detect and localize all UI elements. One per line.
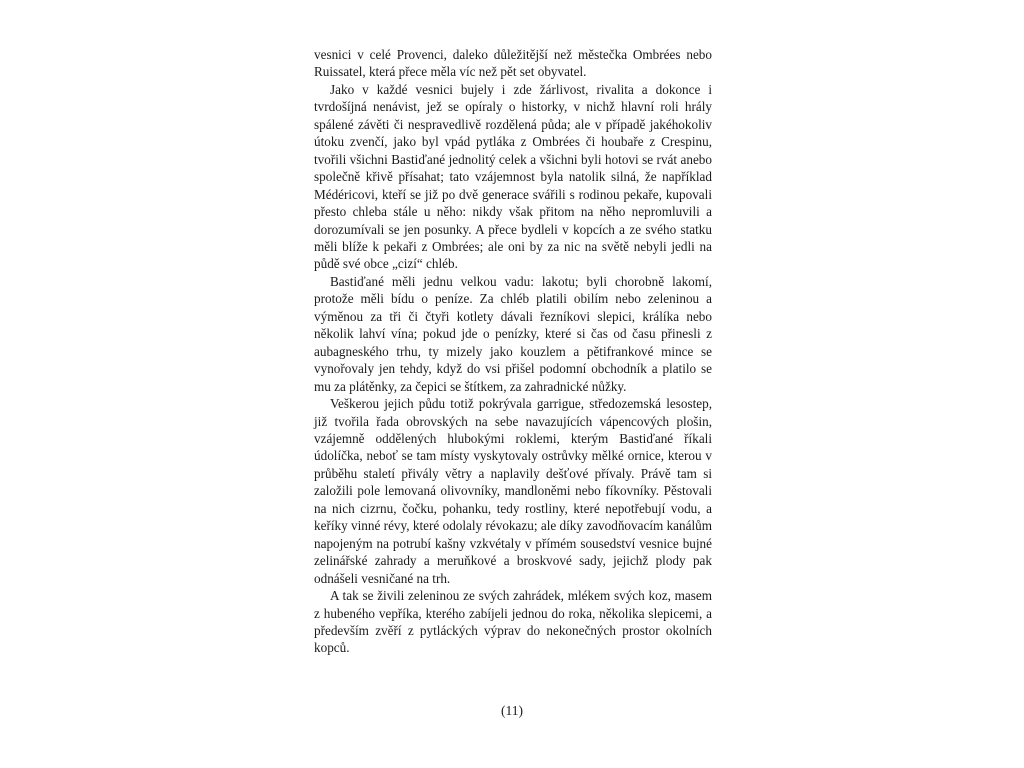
paragraph-5: A tak se živili zeleninou ze svých zahrádek, mlékem svých koz, masem z hubeného vepříka, kterého zabíjeli jednou do roka, několika slepicemi, a především zvěří z pytláckých výprav do nekonečných prostor okolních kopců. <box>314 588 712 656</box>
page-number: (11) <box>501 703 523 718</box>
paragraph-4: Veškerou jejich půdu totiž pokrývala garrigue, středozemská lesostep, již tvořila řada obrovských na sebe navazujících vápencových plošin, vzájemně oddělených hlubokými roklemi, kterým Bastiďané říkali údolíčka, neboť se tam místy vyskytovaly ostrůvky mělké ornice, kterou v průběhu staletí přivály větry a naplavily dešťové přívaly. Právě tam si založili pole lemovaná olivovníky, mandloněmi nebo fíkovníky. Pěstovali na nich cizrnu, čočku, pohanku, tedy rostliny, které nepotřebují vodu, a keříky vinné révy, které odolaly révokazu; ale díky zavodňovacím kanálům napojeným na potrubí kašny vzkvétaly v přímém sousedství vesnice bujné zelinářské zahrady a meruňkové a broskvové sady, jejichž plody pak odnášeli vesničané na trh. <box>314 396 712 586</box>
paragraph-3: Bastiďané měli jednu velkou vadu: lakotu; byli chorobně lakomí, protože měli bídu o peníze. Za chléb platili obilím nebo zeleninou a výměnou za tři či čtyři kotlety dávali řezníkovi slepici, králíka nebo několik lahví vína; pokud jde o penízky, které si čas od času přinesli z aubagneského trhu, ty mizely jako kouzlem a pětifrankové mince se vynořovaly jen tehdy, když do vsi přišel podomní obchodník a platilo se mu za plátěnky, za čepici se štítkem, za zahradnické nůžky. <box>314 273 712 394</box>
paragraph-1: vesnici v celé Provenci, daleko důležitější než městečka Ombrées nebo Ruissatel, která přece měla víc než pět set obyvatel. <box>314 47 712 80</box>
body-text <box>314 46 712 657</box>
paragraph-2: Jako v každé vesnici bujely i zde žárlivost, rivalita a dokonce i tvrdošíjná nenávist, jež se opíraly o historky, v nichž hlavní roli hrály spálené závěti či nespravedlivě rozdělená půda; ale v případě jakéhokoliv útoku zvenčí, jako byl vpád pytláka z Ombrées či houbaře z Crespinu, tvořili všichni Bastiďané jednolitý celek a všichni byli hotovi se rvát anebo společně křivě přísahat; tato vzájemnost byla natolik silná, že například Médéricovi, kteří se již po dvě generace svářili s rodinou pekaře, kupovali přesto chleba stále u něho: nikdy však přitom na něho nepromluvili a dorozumívali se jen posunky. A přece bydleli v kopcích a ze svého statku měli blíže k pekaři z Ombrées; ale oni by za nic na světě nebyli jedli na půdě své obce „cizí“ chléb. <box>314 81 712 272</box>
